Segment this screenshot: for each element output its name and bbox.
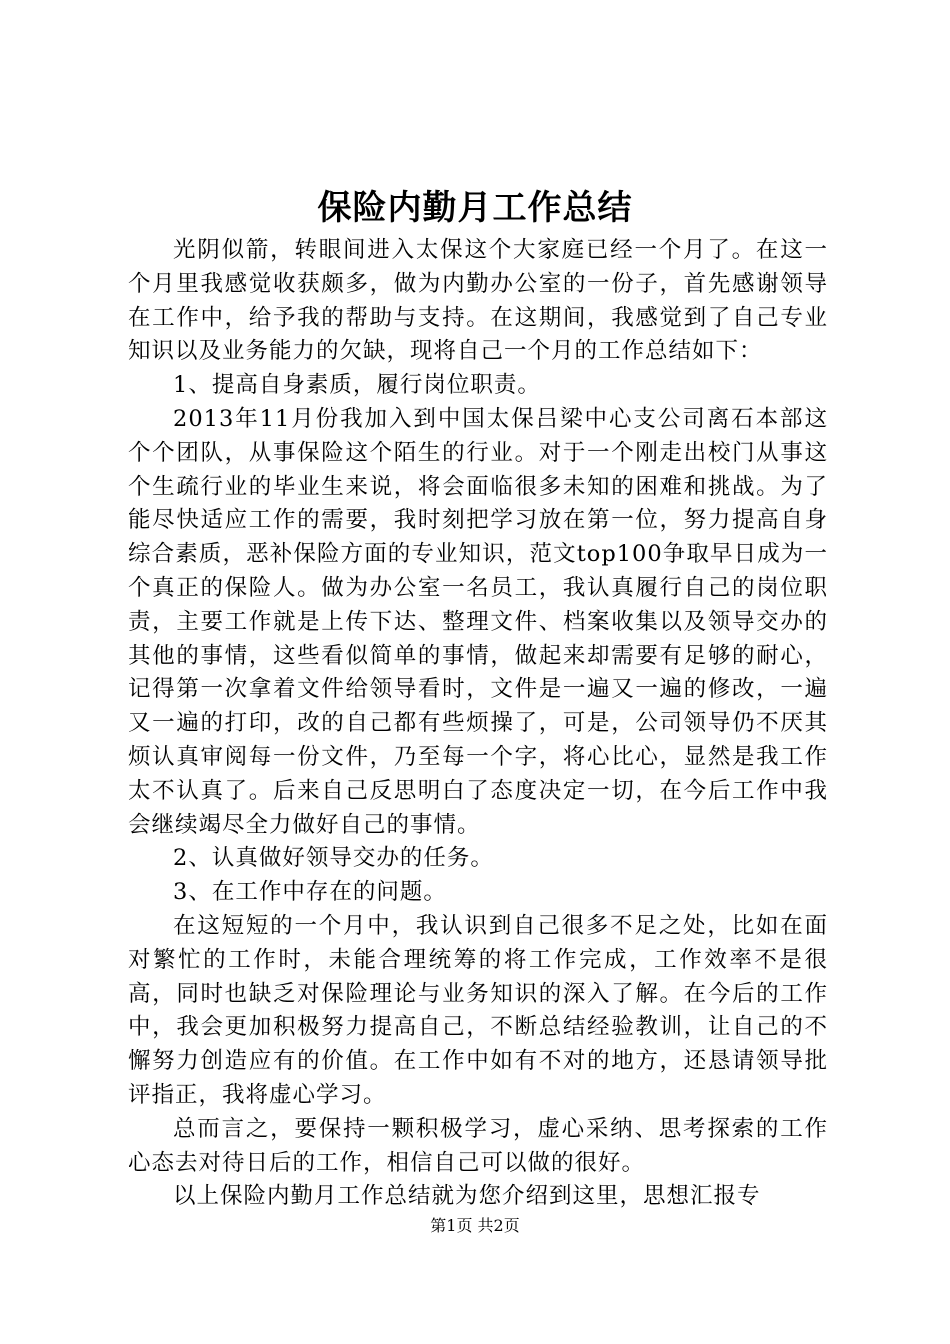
paragraph-section-3: 在这短短的一个月中，我认识到自己很多不足之处，比如在面对繁忙的工作时，未能合理统筹的将工作完成，工作效率不是很高，同时也缺乏对保险理论与业务知识的深入了解。在今后的工作中，我会更加积极努力提高自己，不断总结经验教训，让自己的不懈努力创造应有的价值。在工作中如有不对的地方，还恳请领导批评指正，我将虚心学习。 (128, 912, 828, 1108)
paragraph-section-1: 2013年11月份我加入到中国太保吕梁中心支公司离石本部这个个团队，从事保险这个陌生的行业。对于一个刚走出校门从事这个生疏行业的毕业生来说，将会面临很多未知的困难和挑战。为了能尽快适应工作的需要，我时刻把学习放在第一位，努力提高自身综合素质，恶补保险方面的专业知识，范文top100争取早日成为一个真正的保险人。做为办公室一名员工，我认真履行自己的岗位职责，主要工作就是上传下达、整理文件、档案收集以及领导交办的其他的事情，这些看似简单的事情，做起来却需要有足够的耐心，记得第一次拿着文件给领导看时，文件是一遍又一遍的修改，一遍又一遍的打印，改的自己都有些烦操了，可是，公司领导仍不厌其烦认真审阅每一份文件，乃至每一个字，将心比心，显然是我工作太不认真了。后来自己反思明白了态度决定一切，在今后工作中我会继续竭尽全力做好自己的事情。 (128, 405, 828, 838)
section-heading-1: 1、提高自身素质，履行岗位职责。 (173, 372, 541, 399)
page-number-footer: 第1页 共2页 (430, 1216, 520, 1235)
document-body (128, 234, 828, 1214)
section-heading-2: 2、认真做好领导交办的任务。 (173, 845, 494, 872)
paragraph-conclusion: 总而言之，要保持一颗积极学习，虚心采纳、思考探索的工作心态去对待日后的工作，相信自己可以做的很好。 (128, 1115, 828, 1176)
paragraph-closing: 以上保险内勤月工作总结就为您介绍到这里，思想汇报专 (173, 1183, 761, 1210)
document-title: 保险内勤月工作总结 (317, 188, 633, 228)
paragraph-intro: 光阴似箭，转眼间进入太保这个大家庭已经一个月了。在这一个月里我感觉收获颇多，做为内勤办公室的一份子，首先感谢领导在工作中，给予我的帮助与支持。在这期间，我感觉到了自己专业知识以及业务能力的欠缺，现将自己一个月的工作总结如下： (128, 237, 828, 365)
section-heading-3: 3、在工作中存在的问题。 (173, 879, 447, 906)
